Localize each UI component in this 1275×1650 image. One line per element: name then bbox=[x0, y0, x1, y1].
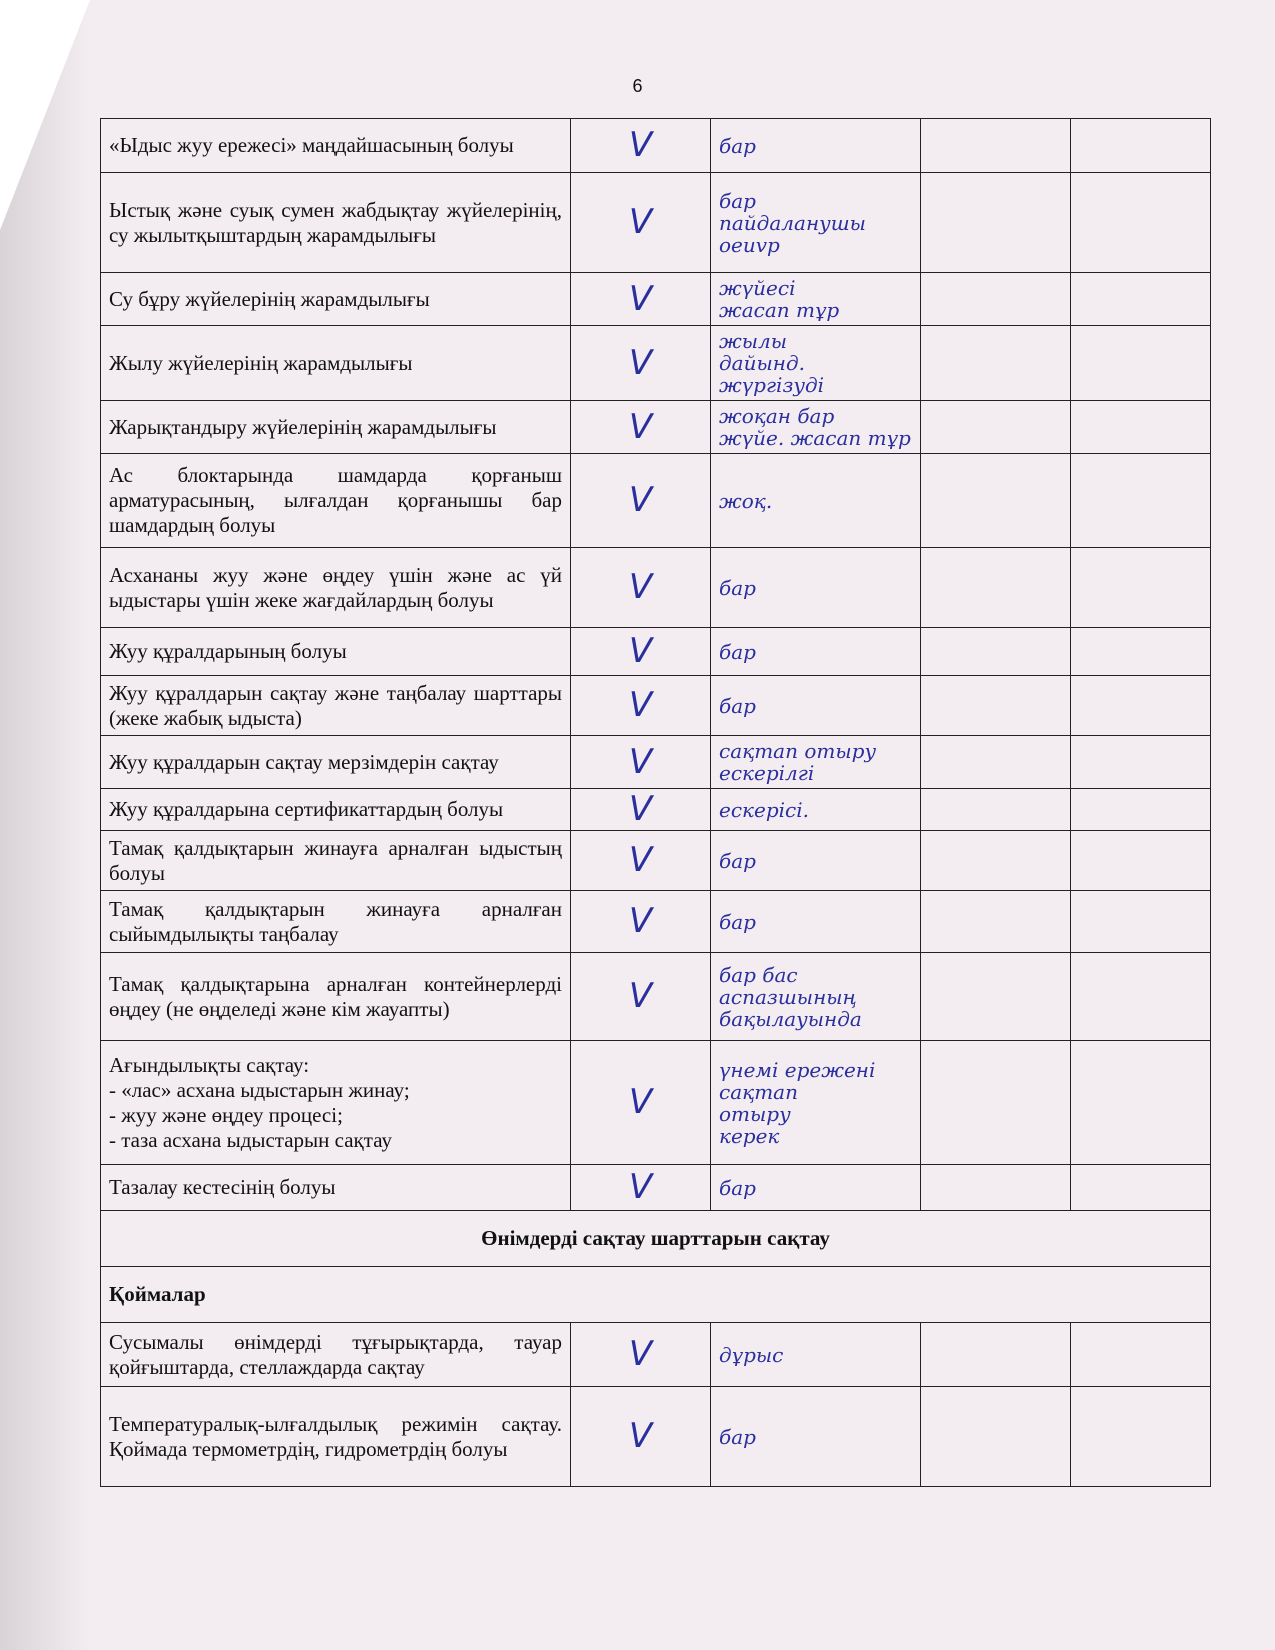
note-cell bbox=[711, 736, 921, 789]
note-cell bbox=[711, 891, 921, 953]
check-cell bbox=[571, 173, 711, 273]
requirement-cell: Жарықтандыру жүйелерінің жарамдылығы bbox=[101, 401, 571, 454]
handwritten-note: бар bbox=[719, 575, 756, 600]
table-row bbox=[101, 676, 1211, 736]
note-cell bbox=[711, 273, 921, 326]
handwritten-note: бар bbox=[719, 133, 756, 158]
note-cell bbox=[711, 401, 921, 454]
requirement-cell: Су бұру жүйелерінің жарамдылығы bbox=[101, 273, 571, 326]
handwritten-check-mark: V bbox=[628, 406, 653, 447]
handwritten-check-mark: V bbox=[628, 685, 653, 725]
handwritten-check-mark: V bbox=[628, 1416, 653, 1456]
handwritten-check-mark: V bbox=[628, 567, 653, 607]
empty-cell bbox=[921, 789, 1071, 831]
table-row bbox=[101, 454, 1211, 548]
empty-cell bbox=[921, 401, 1071, 454]
note-cell bbox=[711, 119, 921, 173]
requirement-cell: «Ыдыс жуу ережесі» маңдайшасының болуы bbox=[101, 119, 571, 173]
check-cell bbox=[571, 326, 711, 401]
handwritten-check-mark: V bbox=[628, 125, 653, 165]
handwritten-note: бар bbox=[719, 1424, 756, 1449]
check-cell bbox=[571, 736, 711, 789]
check-cell bbox=[571, 891, 711, 953]
table-row bbox=[101, 401, 1211, 454]
note-cell bbox=[711, 1387, 921, 1487]
subsection-row bbox=[101, 1267, 1211, 1323]
handwritten-note: жоқан бар жүйе. жасап тұр bbox=[719, 404, 911, 450]
check-cell bbox=[571, 676, 711, 736]
note-cell bbox=[711, 676, 921, 736]
empty-cell bbox=[921, 119, 1071, 173]
requirement-cell: Тазалау кестесінің болуы bbox=[101, 1165, 571, 1211]
requirement-cell: Асхананы жуу және өңдеу үшін және ас үй ыдыстары үшін жеке жағдайлардың болуы bbox=[101, 548, 571, 628]
handwritten-note: бар bbox=[719, 639, 756, 664]
check-cell bbox=[571, 628, 711, 676]
empty-cell bbox=[1071, 891, 1211, 953]
handwritten-note: бар бас аспазшының бақылауында bbox=[719, 962, 862, 1031]
check-cell bbox=[571, 273, 711, 326]
note-cell bbox=[711, 548, 921, 628]
handwritten-note: бар bbox=[719, 1175, 756, 1200]
empty-cell bbox=[921, 628, 1071, 676]
note-cell bbox=[711, 1041, 921, 1165]
table-row bbox=[101, 789, 1211, 831]
table-row bbox=[101, 891, 1211, 953]
empty-cell bbox=[921, 454, 1071, 548]
note-cell bbox=[711, 1165, 921, 1211]
empty-cell bbox=[921, 1323, 1071, 1387]
subsection-title: Қоймалар bbox=[101, 1267, 1211, 1323]
handwritten-check-mark: V bbox=[628, 1167, 653, 1207]
handwritten-note: үнемі ережені сақтап отыру керек bbox=[719, 1057, 876, 1148]
requirement-cell: Тамақ қалдықтарына арналған контейнерлерді өңдеу (не өңделеді және кім жауапты) bbox=[101, 953, 571, 1041]
empty-cell bbox=[1071, 676, 1211, 736]
table-row bbox=[101, 1387, 1211, 1487]
handwritten-note: бар пайдаланушы оеиvр bbox=[719, 188, 866, 257]
empty-cell bbox=[921, 326, 1071, 401]
check-cell bbox=[571, 401, 711, 454]
note-cell bbox=[711, 326, 921, 401]
checklist-table bbox=[100, 118, 1211, 1487]
check-cell bbox=[571, 1165, 711, 1211]
empty-cell bbox=[1071, 1323, 1211, 1387]
table-row bbox=[101, 831, 1211, 891]
handwritten-note: жылы дайынд. жүргізуді bbox=[719, 329, 825, 397]
handwritten-note: сақтап отыру ескерілгі bbox=[719, 739, 877, 785]
empty-cell bbox=[921, 676, 1071, 736]
table-row bbox=[101, 326, 1211, 401]
handwritten-note: жоқ. bbox=[719, 488, 773, 513]
note-cell bbox=[711, 831, 921, 891]
check-cell bbox=[571, 789, 711, 831]
note-cell bbox=[711, 789, 921, 831]
table-row bbox=[101, 1323, 1211, 1387]
handwritten-check-mark: V bbox=[628, 342, 653, 383]
handwritten-check-mark: V bbox=[628, 741, 653, 782]
requirement-cell: Сусымалы өнімдерді тұғырықтарда, тауар қойғыштарда, стеллаждарда сақтау bbox=[101, 1323, 571, 1387]
empty-cell bbox=[921, 831, 1071, 891]
requirement-cell: Тамақ қалдықтарын жинауға арналған ыдыстың болуы bbox=[101, 831, 571, 891]
note-cell bbox=[711, 454, 921, 548]
handwritten-note: бар bbox=[719, 848, 756, 873]
section-row bbox=[101, 1211, 1211, 1267]
note-cell bbox=[711, 953, 921, 1041]
requirement-cell: Ыстық және суық сумен жабдықтау жүйелерінің, су жылытқыштардың жарамдылығы bbox=[101, 173, 571, 273]
table-row bbox=[101, 173, 1211, 273]
check-cell bbox=[571, 454, 711, 548]
check-cell bbox=[571, 119, 711, 173]
requirement-cell: Ас блоктарында шамдарда қорғаныш арматурасының, ылғалдан қорғанышы бар шамдардың болуы bbox=[101, 454, 571, 548]
empty-cell bbox=[921, 1041, 1071, 1165]
handwritten-check-mark: V bbox=[628, 789, 653, 829]
note-cell bbox=[711, 1323, 921, 1387]
table-row bbox=[101, 548, 1211, 628]
page-number: 6 bbox=[632, 76, 643, 96]
requirement-cell: Жуу құралдарын сақтау және таңбалау шарттары (жеке жабық ыдыста) bbox=[101, 676, 571, 736]
folded-corner bbox=[0, 0, 90, 230]
empty-cell bbox=[1071, 401, 1211, 454]
empty-cell bbox=[1071, 789, 1211, 831]
handwritten-check-mark: V bbox=[628, 202, 653, 242]
check-cell bbox=[571, 1323, 711, 1387]
empty-cell bbox=[1071, 628, 1211, 676]
check-cell bbox=[571, 1387, 711, 1487]
empty-cell bbox=[921, 273, 1071, 326]
handwritten-check-mark: V bbox=[628, 278, 653, 319]
table-row bbox=[101, 953, 1211, 1041]
empty-cell bbox=[1071, 953, 1211, 1041]
empty-cell bbox=[1071, 1165, 1211, 1211]
empty-cell bbox=[1071, 1387, 1211, 1487]
handwritten-note: дұрыс bbox=[719, 1342, 784, 1367]
empty-cell bbox=[921, 1387, 1071, 1487]
empty-cell bbox=[1071, 454, 1211, 548]
table-row bbox=[101, 736, 1211, 789]
requirement-cell: Ағындылықты сақтау: - «лас» асхана ыдыстарын жинау; - жуу және өңдеу процесі; - таза асхана ыдыстарын сақтау bbox=[101, 1041, 571, 1165]
handwritten-note: бар bbox=[719, 909, 756, 934]
handwritten-note: жүйесі жасап тұр bbox=[719, 276, 840, 322]
handwritten-note: бар bbox=[719, 693, 756, 718]
empty-cell bbox=[1071, 173, 1211, 273]
handwritten-check-mark: V bbox=[628, 1082, 653, 1122]
handwritten-check-mark: V bbox=[628, 631, 653, 671]
requirement-cell: Жылу жүйелерінің жарамдылығы bbox=[101, 326, 571, 401]
checklist-body bbox=[101, 119, 1211, 1487]
empty-cell bbox=[1071, 831, 1211, 891]
requirement-cell: Тамақ қалдықтарын жинауға арналған сыйымдылықты таңбалау bbox=[101, 891, 571, 953]
page-left-shadow bbox=[0, 0, 90, 1650]
empty-cell bbox=[921, 953, 1071, 1041]
empty-cell bbox=[1071, 548, 1211, 628]
table-row bbox=[101, 628, 1211, 676]
empty-cell bbox=[1071, 119, 1211, 173]
empty-cell bbox=[1071, 273, 1211, 326]
check-cell bbox=[571, 953, 711, 1041]
table-row bbox=[101, 119, 1211, 173]
empty-cell bbox=[921, 548, 1071, 628]
empty-cell bbox=[921, 1165, 1071, 1211]
section-title: Өнімдерді сақтау шарттарын сақтау bbox=[101, 1211, 1211, 1267]
empty-cell bbox=[1071, 1041, 1211, 1165]
handwritten-check-mark: V bbox=[628, 1334, 653, 1374]
handwritten-check-mark: V bbox=[628, 480, 653, 520]
check-cell bbox=[571, 831, 711, 891]
note-cell bbox=[711, 173, 921, 273]
requirement-cell: Жуу құралдарына сертификаттардың болуы bbox=[101, 789, 571, 831]
check-cell bbox=[571, 548, 711, 628]
empty-cell bbox=[1071, 326, 1211, 401]
table-row bbox=[101, 1165, 1211, 1211]
requirement-cell: Температуралық-ылғалдылық режимін сақтау. Қоймада термометрдің, гидрометрдің болуы bbox=[101, 1387, 571, 1487]
handwritten-check-mark: V bbox=[628, 840, 653, 880]
empty-cell bbox=[1071, 736, 1211, 789]
table-row bbox=[101, 1041, 1211, 1165]
requirement-cell: Жуу құралдарының болуы bbox=[101, 628, 571, 676]
empty-cell bbox=[921, 891, 1071, 953]
handwritten-note: ескерісі. bbox=[719, 797, 809, 822]
check-cell bbox=[571, 1041, 711, 1165]
empty-cell bbox=[921, 173, 1071, 273]
note-cell bbox=[711, 628, 921, 676]
empty-cell bbox=[921, 736, 1071, 789]
handwritten-check-mark: V bbox=[628, 901, 653, 941]
table-row bbox=[101, 273, 1211, 326]
handwritten-check-mark: V bbox=[628, 976, 653, 1016]
requirement-cell: Жуу құралдарын сақтау мерзімдерін сақтау bbox=[101, 736, 571, 789]
